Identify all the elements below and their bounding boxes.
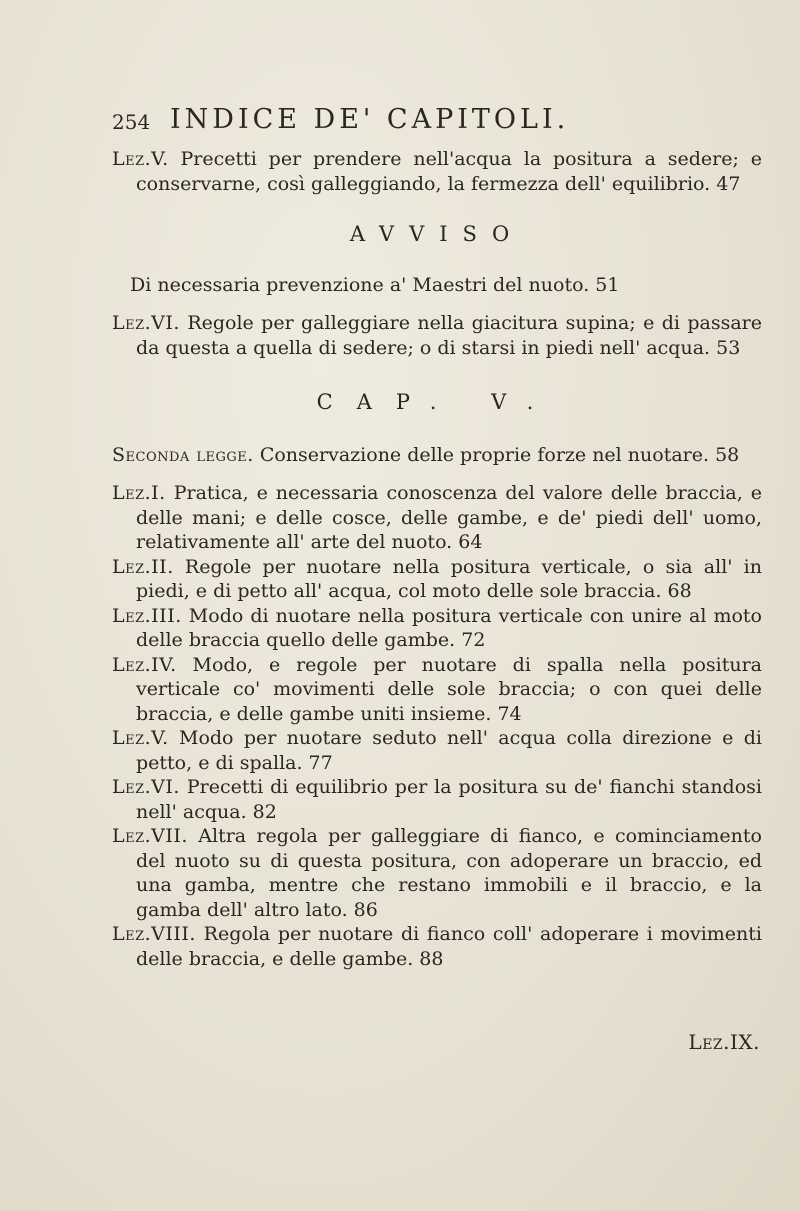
toc-entry [112,311,762,360]
entry-text: Modo, e regole per nuotare di spalla nella positura verticale co' movimenti delle sole braccia; o con quei delle braccia, e delle gambe uniti insieme. 74 [136,653,762,725]
entry-label: Lez.VI. [112,776,180,798]
entry-label: Lez.III. [112,604,182,627]
toc-entry [112,481,762,555]
entry-text: Precetti di equilibrio per la positura su de' fianchi standosi nell' acqua. 82 [136,776,762,823]
entry-text: Modo di nuotare nella positura verticale con unire al moto delle braccia quello delle gambe. 72 [136,604,762,651]
entry-text: Regole per nuotare nella positura verticale, o sia all' in piedi, e di petto all' acqua, col moto delle sole braccia. 68 [136,555,762,602]
page-number: 254 [112,110,151,134]
entry-text: Di necessaria prevenzione a' Maestri del nuoto. 51 [130,273,620,296]
running-title: INDICE DE' CAPITOLI. [170,104,570,135]
page-header [112,100,752,140]
entry-text: Modo per nuotare seduto nell' acqua colla direzione e di petto, e di spalla. 77 [136,727,762,774]
toc-entry [112,653,762,727]
entry-label: Lez.I. [112,482,166,504]
entry-text: Pratica, e necessaria conoscenza del valore delle braccia, e delle mani; e delle cosce, delle gambe, e de' piedi dell' uomo, relativamente all' arte del nuoto. 64 [136,482,762,553]
entry-label: Lez.VII. [112,825,188,847]
entry-label: Lez.V. [112,727,169,749]
entry-label: Lez.II. [112,555,174,578]
chapter-heading: CAP. V. [316,390,558,414]
toc-entry [112,604,762,653]
entry-label: Seconda legge. [112,443,254,466]
toc-entry [130,273,762,298]
entry-text: Precetti per prendere nell'acqua la positura a sedere; e conservarne, così galleggiando, la fermezza dell' equilibrio. 47 [136,148,762,195]
entry-label: Lez.V. [112,148,169,170]
entry-text: Altra regola per galleggiare di fianco, e cominciamento del nuoto su di questa positura, con adoperare un braccio, ed una gamba, mentre che restano immobili e il braccio, e la gamba dell' altro lato. 86 [136,825,762,921]
section-heading-avviso: AVVISO [349,222,525,246]
entry-text: Regola per nuotare di fianco coll' adoperare i movimenti delle braccia, e delle gambe. 88 [136,923,762,970]
catchword: Lez.IX. [688,1030,760,1054]
toc-entry [112,147,762,196]
entry-label: Lez.VIII. [112,923,196,945]
toc-entry [112,443,762,468]
toc-entry [112,555,762,604]
entry-label: Lez.IV. [112,653,177,676]
toc-entry [112,726,762,775]
toc-entry [112,775,762,824]
entry-text: Regole per galleggiare nella giacitura supina; e di passare da questa a quella di sedere; o di starsi in piedi nell' acqua. 53 [136,312,762,359]
entry-text: Conservazione delle proprie forze nel nuotare. 58 [259,443,740,466]
entry-label: Lez.VI. [112,312,180,334]
table-of-contents [112,147,762,971]
toc-entry [112,824,762,922]
toc-entry [112,922,762,971]
